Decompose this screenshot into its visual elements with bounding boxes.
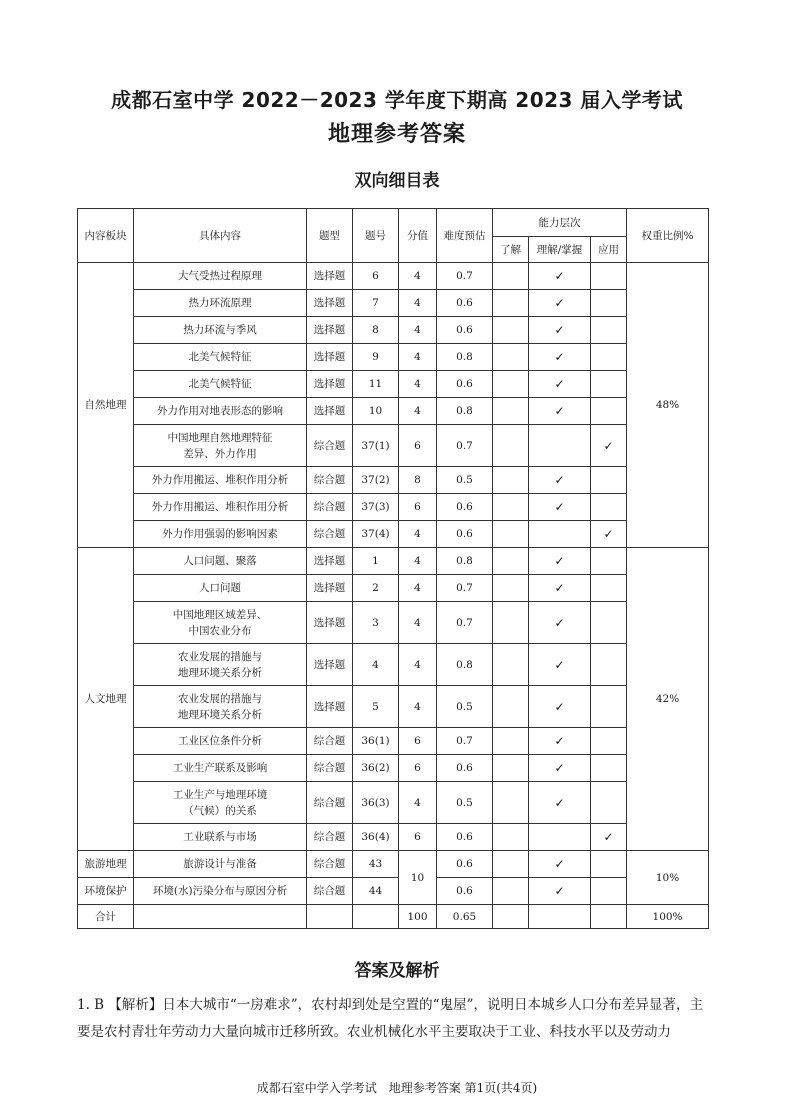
apply-cell: [591, 686, 627, 728]
content-line: 地理环境关系分析: [178, 666, 262, 679]
content-cell: [134, 602, 307, 644]
score-cell: 4: [399, 521, 437, 548]
content-cell: 外力作用搬运、堆积作用分析: [134, 467, 307, 494]
score-cell: 4: [399, 290, 437, 317]
master-cell: [529, 425, 591, 467]
content-cell: 人口问题: [134, 575, 307, 602]
understand-cell: [493, 521, 529, 548]
apply-cell: [591, 371, 627, 398]
master-cell: ✓: [529, 878, 591, 905]
header-understand: 了解: [493, 237, 529, 263]
header-score: 分值: [399, 209, 437, 263]
score-cell: 6: [399, 494, 437, 521]
score-cell: 4: [399, 344, 437, 371]
score-cell: 4: [399, 371, 437, 398]
score-cell: 8: [399, 467, 437, 494]
type-cell: 选择题: [307, 602, 353, 644]
num-cell: 36(3): [353, 782, 399, 824]
header-type: 题型: [307, 209, 353, 263]
apply-cell: [591, 263, 627, 290]
type-cell: 综合题: [307, 782, 353, 824]
understand-cell: [493, 686, 529, 728]
apply-cell: ✓: [591, 824, 627, 851]
difficulty-cell: 0.7: [437, 575, 493, 602]
table-row: [78, 467, 709, 494]
table-row: [78, 755, 709, 782]
table-row: [78, 878, 709, 905]
understand-cell: [493, 344, 529, 371]
content-cell: 外力作用强弱的影响因素: [134, 521, 307, 548]
weight-cell: 10%: [627, 851, 709, 905]
type-cell: 综合题: [307, 494, 353, 521]
table-row: [78, 824, 709, 851]
content-cell: 热力环流与季风: [134, 317, 307, 344]
score-cell: 6: [399, 755, 437, 782]
difficulty-cell: 0.5: [437, 467, 493, 494]
type-cell: 综合题: [307, 878, 353, 905]
content-line: 工业生产与地理环境: [172, 788, 268, 801]
plate-cell: 自然地理: [78, 263, 134, 548]
type-cell: 综合题: [307, 755, 353, 782]
apply-cell: [591, 290, 627, 317]
apply-cell: [591, 602, 627, 644]
understand-cell: [493, 263, 529, 290]
type-cell: 综合题: [307, 425, 353, 467]
difficulty-cell: 0.6: [437, 851, 493, 878]
header-difficulty: 难度预估: [437, 209, 493, 263]
master-cell: ✓: [529, 290, 591, 317]
total-row: [78, 905, 709, 929]
score-cell: 6: [399, 824, 437, 851]
header-master: 理解/掌握: [529, 237, 591, 263]
difficulty-cell: 0.8: [437, 344, 493, 371]
plate-cell: 人文地理: [78, 548, 134, 851]
content-line: 农业发展的措施与: [178, 650, 262, 663]
content-cell: [134, 686, 307, 728]
master-cell: ✓: [529, 728, 591, 755]
table-row: [78, 548, 709, 575]
page-footer: 成都石室中学入学考试 地理参考答案 第1页(共4页): [256, 1081, 538, 1095]
score-cell: 4: [399, 548, 437, 575]
understand-cell: [493, 494, 529, 521]
apply-cell: [591, 548, 627, 575]
content-line: 中国农业分布: [188, 624, 252, 637]
type-cell: 选择题: [307, 548, 353, 575]
content-cell: 工业联系与市场: [134, 824, 307, 851]
understand-cell: [493, 782, 529, 824]
header-ability: 能力层次: [493, 209, 627, 237]
num-cell: 7: [353, 290, 399, 317]
type-cell: 选择题: [307, 344, 353, 371]
apply-cell: [591, 644, 627, 686]
master-cell: [529, 905, 591, 929]
type-cell: 选择题: [307, 644, 353, 686]
master-cell: [529, 824, 591, 851]
score-cell: 4: [399, 644, 437, 686]
master-cell: ✓: [529, 371, 591, 398]
master-cell: ✓: [529, 263, 591, 290]
answer-line-2: 要是农村青壮年劳动力大量向城市迁移所致。农业机械化水平主要取决于工业、科技水平以及劳动力: [77, 1024, 671, 1040]
spec-table: [77, 208, 709, 929]
difficulty-cell: 0.6: [437, 878, 493, 905]
master-cell: ✓: [529, 644, 591, 686]
difficulty-cell: 0.7: [437, 425, 493, 467]
total-weight: 100%: [627, 905, 709, 929]
understand-cell: [493, 317, 529, 344]
master-cell: ✓: [529, 755, 591, 782]
type-cell: 选择题: [307, 371, 353, 398]
master-cell: ✓: [529, 467, 591, 494]
table-row: [78, 263, 709, 290]
score-cell: 4: [399, 602, 437, 644]
table-row: [78, 521, 709, 548]
num-cell: 37(4): [353, 521, 399, 548]
apply-cell: ✓: [591, 521, 627, 548]
type-cell: 选择题: [307, 575, 353, 602]
content-cell: 大气受热过程原理: [134, 263, 307, 290]
understand-cell: [493, 728, 529, 755]
score-cell: 6: [399, 425, 437, 467]
content-cell: 环境(水)污染分布与原因分析: [134, 878, 307, 905]
understand-cell: [493, 905, 529, 929]
type-cell: 综合题: [307, 851, 353, 878]
content-cell: [134, 425, 307, 467]
num-cell: 37(2): [353, 467, 399, 494]
master-cell: [529, 521, 591, 548]
master-cell: ✓: [529, 686, 591, 728]
num-cell: 4: [353, 644, 399, 686]
understand-cell: [493, 878, 529, 905]
type-cell: 综合题: [307, 467, 353, 494]
master-cell: ✓: [529, 575, 591, 602]
num-cell: 37(1): [353, 425, 399, 467]
table-row: [78, 644, 709, 686]
apply-cell: ✓: [591, 425, 627, 467]
score-cell: 10: [399, 851, 437, 905]
num-cell: 8: [353, 317, 399, 344]
master-cell: ✓: [529, 602, 591, 644]
understand-cell: [493, 425, 529, 467]
master-cell: ✓: [529, 782, 591, 824]
plate-cell: 旅游地理: [78, 851, 134, 878]
type-cell: 选择题: [307, 398, 353, 425]
difficulty-cell: 0.6: [437, 755, 493, 782]
type-cell: 综合题: [307, 728, 353, 755]
num-cell: 43: [353, 851, 399, 878]
weight-cell: 42%: [627, 548, 709, 851]
total-label: 合计: [78, 905, 134, 929]
num-cell: 2: [353, 575, 399, 602]
table-row: [78, 851, 709, 878]
table-row: [78, 686, 709, 728]
num-cell: 36(2): [353, 755, 399, 782]
apply-cell: [591, 398, 627, 425]
apply-cell: [591, 728, 627, 755]
difficulty-cell: 0.7: [437, 263, 493, 290]
num-cell: 9: [353, 344, 399, 371]
num-cell: 5: [353, 686, 399, 728]
apply-cell: [591, 755, 627, 782]
master-cell: ✓: [529, 548, 591, 575]
difficulty-cell: 0.5: [437, 686, 493, 728]
difficulty-cell: 0.8: [437, 398, 493, 425]
table-row: [78, 290, 709, 317]
understand-cell: [493, 548, 529, 575]
num-cell: 6: [353, 263, 399, 290]
understand-cell: [493, 644, 529, 686]
table-row: [78, 602, 709, 644]
num-cell: 3: [353, 602, 399, 644]
apply-cell: [591, 851, 627, 878]
apply-cell: [591, 575, 627, 602]
content-line: 中国地理区域差异、: [172, 608, 268, 621]
understand-cell: [493, 755, 529, 782]
table-row: [78, 398, 709, 425]
difficulty-cell: 0.6: [437, 521, 493, 548]
table-row: [78, 317, 709, 344]
apply-cell: [591, 344, 627, 371]
table-heading: 双向细目表: [354, 171, 440, 191]
num-cell: [353, 905, 399, 929]
master-cell: ✓: [529, 851, 591, 878]
content-line: 地理环境关系分析: [178, 708, 262, 721]
plate-cell: 环境保护: [78, 878, 134, 905]
difficulty-cell: 0.7: [437, 728, 493, 755]
content-cell: [134, 644, 307, 686]
content-cell: 工业区位条件分析: [134, 728, 307, 755]
header-apply: 应用: [591, 237, 627, 263]
score-cell: 4: [399, 782, 437, 824]
total-difficulty: 0.65: [437, 905, 493, 929]
header-weight: 权重比例%: [627, 209, 709, 263]
content-cell: 旅游设计与准备: [134, 851, 307, 878]
content-cell: 外力作用搬运、堆积作用分析: [134, 494, 307, 521]
type-cell: 综合题: [307, 824, 353, 851]
content-cell: 外力作用对地表形态的影响: [134, 398, 307, 425]
content-line: 农业发展的措施与: [178, 692, 262, 705]
master-cell: ✓: [529, 344, 591, 371]
content-cell: 北美气候特征: [134, 344, 307, 371]
apply-cell: [591, 905, 627, 929]
weight-cell: 48%: [627, 263, 709, 548]
exam-title: 成都石室中学 2022－2023 学年度下期高 2023 届入学考试: [111, 88, 683, 112]
table-row: [78, 371, 709, 398]
understand-cell: [493, 602, 529, 644]
spec-table-body: [78, 263, 709, 929]
content-cell: [134, 905, 307, 929]
master-cell: ✓: [529, 317, 591, 344]
type-cell: 选择题: [307, 686, 353, 728]
content-cell: 热力环流原理: [134, 290, 307, 317]
master-cell: ✓: [529, 398, 591, 425]
difficulty-cell: 0.6: [437, 824, 493, 851]
score-cell: 6: [399, 728, 437, 755]
answers-heading: 答案及解析: [354, 961, 440, 981]
type-cell: 综合题: [307, 521, 353, 548]
understand-cell: [493, 824, 529, 851]
difficulty-cell: 0.8: [437, 548, 493, 575]
table-row: [78, 425, 709, 467]
total-score: 100: [399, 905, 437, 929]
difficulty-cell: 0.6: [437, 494, 493, 521]
understand-cell: [493, 371, 529, 398]
score-cell: 4: [399, 317, 437, 344]
score-cell: 4: [399, 686, 437, 728]
apply-cell: [591, 467, 627, 494]
content-cell: 北美气候特征: [134, 371, 307, 398]
table-row: [78, 728, 709, 755]
score-cell: 4: [399, 263, 437, 290]
table-row: [78, 494, 709, 521]
table-row: [78, 575, 709, 602]
master-cell: ✓: [529, 494, 591, 521]
score-cell: 4: [399, 398, 437, 425]
num-cell: 36(4): [353, 824, 399, 851]
num-cell: 44: [353, 878, 399, 905]
answer-title: 地理参考答案: [327, 122, 466, 147]
header-content: 具体内容: [134, 209, 307, 263]
difficulty-cell: 0.6: [437, 317, 493, 344]
num-cell: 1: [353, 548, 399, 575]
difficulty-cell: 0.7: [437, 602, 493, 644]
num-cell: 37(3): [353, 494, 399, 521]
table-row: [78, 782, 709, 824]
understand-cell: [493, 290, 529, 317]
content-line: （气候）的关系: [183, 804, 257, 817]
difficulty-cell: 0.6: [437, 290, 493, 317]
header-num: 题号: [353, 209, 399, 263]
table-row: [78, 344, 709, 371]
apply-cell: [591, 317, 627, 344]
difficulty-cell: 0.5: [437, 782, 493, 824]
understand-cell: [493, 851, 529, 878]
content-cell: 工业生产联系及影响: [134, 755, 307, 782]
apply-cell: [591, 782, 627, 824]
content-line: 差异、外力作用: [183, 447, 257, 460]
understand-cell: [493, 467, 529, 494]
content-cell: [134, 782, 307, 824]
type-cell: [307, 905, 353, 929]
type-cell: 选择题: [307, 263, 353, 290]
content-cell: 人口问题、聚落: [134, 548, 307, 575]
type-cell: 选择题: [307, 290, 353, 317]
score-cell: 4: [399, 575, 437, 602]
num-cell: 36(1): [353, 728, 399, 755]
understand-cell: [493, 398, 529, 425]
difficulty-cell: 0.8: [437, 644, 493, 686]
header-plate: 内容板块: [78, 209, 134, 263]
num-cell: 10: [353, 398, 399, 425]
type-cell: 选择题: [307, 317, 353, 344]
apply-cell: [591, 878, 627, 905]
num-cell: 11: [353, 371, 399, 398]
content-line: 中国地理自然地理特征: [167, 431, 273, 444]
difficulty-cell: 0.6: [437, 371, 493, 398]
answer-line-1: 1. B 【解析】日本大城市“一房难求”，农村却到处是空置的“鬼屋”，说明日本城乡人口分布差异显著，主: [77, 997, 703, 1013]
understand-cell: [493, 575, 529, 602]
apply-cell: [591, 494, 627, 521]
